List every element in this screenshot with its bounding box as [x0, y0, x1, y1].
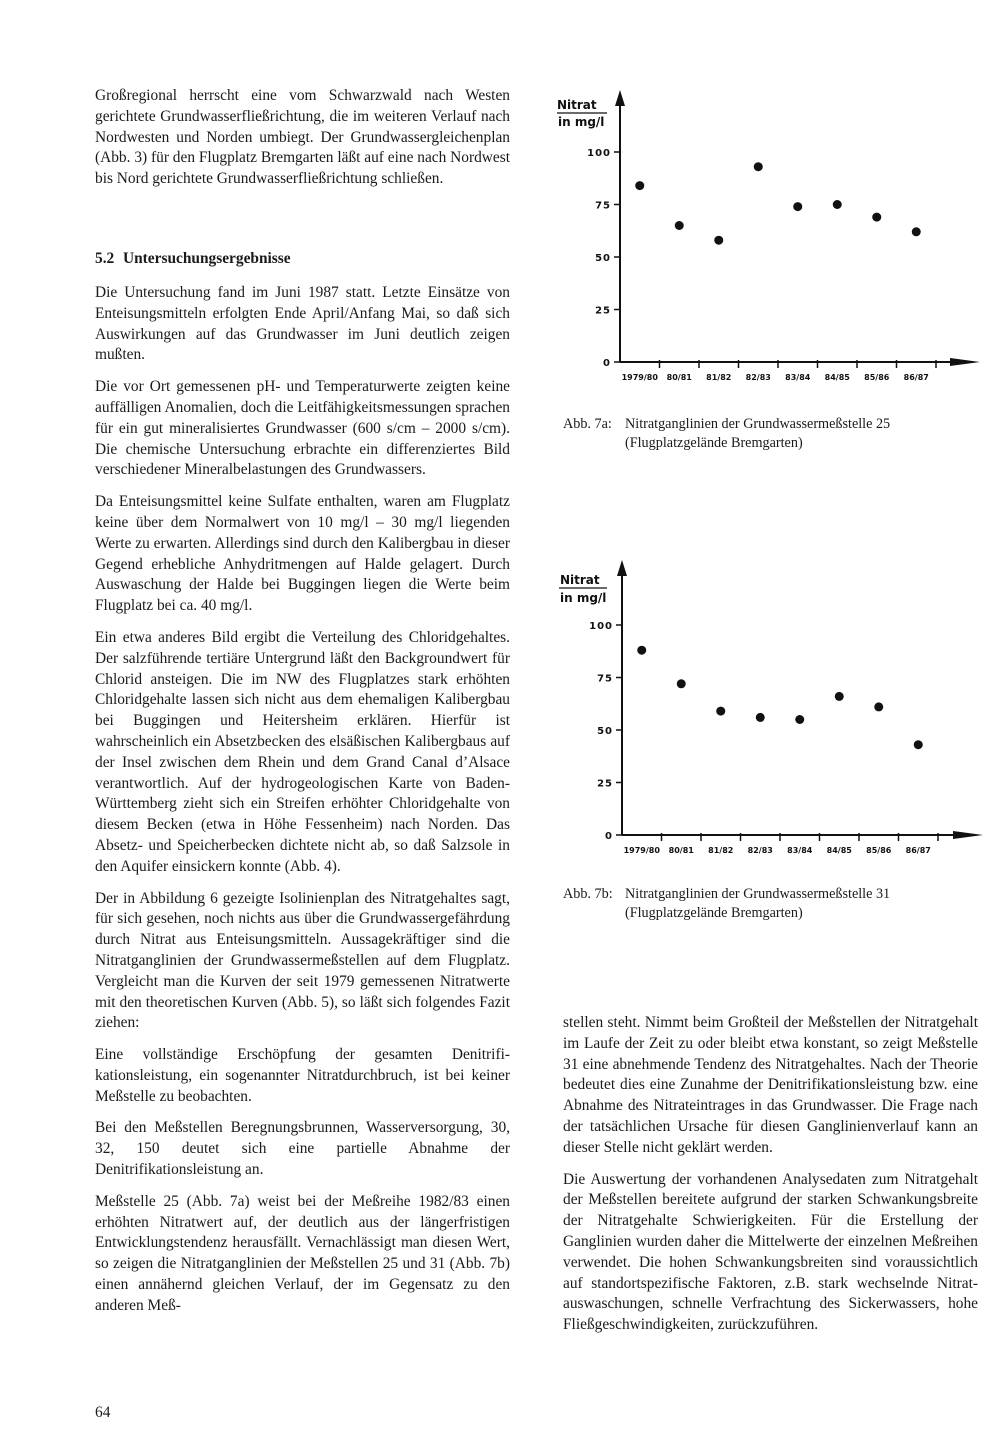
caption-label: Abb. 7a: [563, 416, 612, 432]
x-tick-label: 85/86 [864, 373, 890, 382]
chart-fig7a [545, 82, 985, 392]
y-tick-label: 0 [603, 358, 611, 369]
caption-line1: Nitratganglinien der Grundwassermeßstelle 25 [625, 416, 891, 432]
paragraph: stellen steht. Nimmt beim Großteil der Meßstellen der Nitratgehalt im Laufe der Zeit zu oder bleibt etwa konstant, so zeigt Meßstelle 31 eine abnehmende Tendenz des Nitratgehaltes. Nach der Theorie bedeutet dies eine Zunahme der Denitrifikationsleistung bzw. eine Abnahme des Nitrateintrages in das Grundwasser. Die Frage nach der tatsächlichen Ursache für diesen Ganglinienverlauf kann an dieser Stelle nicht geklärt werden. [563, 1014, 978, 1156]
paragraph: Die Untersuchung fand im Juni 1987 statt. Letzte Einsätze von Enteisungsmitteln erfolgten Ende April/Anfang Mai, so daß sich Auswirkungen auf das Grundwasser im Juni deutlich zeigen mußten. [95, 284, 510, 364]
caption-line2: (Flugplatzgelände Bremgarten) [625, 435, 803, 451]
paragraph: Eine vollständige Erschöpfung der gesamten Denitrifikationsleistung, ein sogenannter Nitratdurchbruch, ist bei keiner Meßstelle zu beobachten. [95, 1046, 510, 1105]
right-column-body [563, 1013, 978, 1347]
left-column [95, 86, 510, 201]
data-point [754, 162, 763, 171]
x-tick-label: 81/82 [708, 846, 734, 855]
data-point [912, 227, 921, 236]
x-tick-label: 83/84 [785, 373, 811, 382]
data-point [716, 707, 725, 716]
page-number: 64 [95, 1404, 111, 1421]
y-tick-label: 75 [597, 673, 613, 685]
data-point [714, 236, 723, 245]
x-tick-label: 86/87 [905, 846, 931, 855]
caption-line2: (Flugplatzgelände Bremgarten) [625, 905, 803, 921]
data-point [637, 646, 646, 655]
svg-text:Nitrat: Nitrat [560, 573, 600, 587]
y-tick-label: 0 [605, 831, 613, 842]
caption-line1: Nitratganglinien der Grundwassermeßstelle 31 [625, 886, 891, 902]
y-tick-label: 75 [595, 200, 611, 212]
x-tick-label: 1979/80 [623, 846, 660, 855]
x-tick-label: 85/86 [866, 846, 892, 855]
x-tick-label: 81/82 [706, 373, 732, 382]
x-tick-label: 86/87 [903, 373, 929, 382]
y-tick-label: 100 [587, 148, 611, 159]
paragraph: Ein etwa anderes Bild ergibt die Verteilung des Chloridgehaltes. Der salzführende tertiäre Untergrund läßt den Backgroundwert für Chlorid ansteigen. Die im NW des Flugplatzes stark erhöhten Chloridgehalte lassen sich nicht aus dem ehemaligen Kalibergbau bei Buggingen und Heitersheim erklären. Hierfür ist wahrscheinlich ein Absetzbecken des elsäßischen Kalibergbaus auf der Insel zwischen dem Rhein und dem Grand Canal d’Alsace verantwortlich. Auf der hydrogeologischen Karte von Baden-Württemberg zieht sich ein Streifen erhöhter Chloridgehalte von diesem Becken (etwa in Höhe Fessenheim) nach Norden. Das Absetz- und Speicherbecken dichtete nicht ab, so daß Salzsole in den Aquifer einsickern konnte (Abb. 4). [95, 628, 510, 875]
svg-text:in mg/l: in mg/l [558, 115, 605, 129]
data-point [756, 713, 765, 722]
y-tick-label: 50 [595, 253, 611, 264]
paragraph: Der in Abbildung 6 gezeigte Isolinienplan des Nitratgehaltes sagt, für sich gesehen, noch nichts aus über die Grundwassergefährdung durch Nitrat aus Enteisungsmitteln. Aussagekräftiger sind die Nitratganglinien der Grundwassermeßstellen auf dem Flugplatz. Vergleicht man die Kurven der seit 1979 gemessenen Nitratwerte mit den theoretischen Kurven (Abb. 5), so läßt sich folgendes Fazit ziehen: [95, 889, 510, 1032]
data-point [795, 715, 804, 724]
y-tick-label: 25 [595, 305, 611, 317]
data-point [635, 181, 644, 190]
figure-caption-7b [563, 885, 890, 923]
x-tick-label: 83/84 [787, 846, 813, 855]
x-tick-label: 80/81 [666, 373, 692, 382]
intro-paragraph: Großregional herrscht eine vom Schwarzwald nach Westen gerichtete Grundwasserfließrichtung, die im weiteren Verlauf nach Nordwesten und Norden umbiegt. Der Grundwassergleichenplan (Abb. 3) für den Flugplatz Bremgarten läßt auf eine nach Nordwest bis Nord gerichtete Grundwasserfließrichtung schließen. [95, 87, 510, 188]
paragraph: Bei den Meßstellen Beregnungsbrunnen, Wasserversorgung, 30, 32, 150 deutet sich eine partielle Abnahme der Denitrifikationsleistung an. [95, 1119, 510, 1179]
data-point [677, 679, 686, 688]
x-tick-label: 82/83 [745, 373, 771, 382]
svg-text:Nitrat: Nitrat [557, 98, 597, 112]
paragraph: Da Enteisungsmittel keine Sulfate enthalten, waren am Flugplatz keine über dem Normalwert von 10 mg/l – 30 mg/l liegenden Werte zu erwarten. Allerdings sind durch den Kalibergbau in dieser Gegend erhebliche Anhydritmengen auf Halde gelagert. Durch Auswaschung der Halde bei Buggingen liegen die Werte beim Flugplatz bei ca. 40 mg/l. [95, 493, 510, 615]
data-point [874, 702, 883, 711]
left-column-body [95, 283, 510, 1328]
data-point [793, 202, 802, 211]
section-title: Untersuchungsergebnisse [123, 250, 291, 267]
paragraph: Die vor Ort gemessenen pH- und Temperaturwerte zeigten keine auffälligen Anomalien, doch die Leitfähigkeitsmessungen sprachen für ein gut mineralisiertes Grundwasser (600 s/cm – 2000 s/cm). Die chemische Untersuchung erbrachte ein differenziertes Bild verschiedener Mineralbelastungen des Grundwassers. [95, 378, 510, 479]
y-axis-arrow-icon [617, 560, 627, 576]
x-axis-arrow-icon [950, 358, 980, 366]
y-axis-label [557, 98, 607, 129]
section-heading [95, 249, 291, 269]
x-tick-label: 82/83 [747, 846, 773, 855]
caption-label: Abb. 7b: [563, 886, 613, 902]
figure-caption-7a [563, 415, 890, 453]
data-point [914, 740, 923, 749]
y-axis-arrow-icon [615, 90, 625, 106]
data-point [872, 213, 881, 222]
x-tick-label: 80/81 [668, 846, 694, 855]
data-point [675, 221, 684, 230]
data-point [835, 692, 844, 701]
y-tick-label: 50 [597, 726, 613, 737]
svg-text:in mg/l: in mg/l [560, 591, 607, 605]
x-axis-arrow-icon [953, 831, 983, 839]
y-axis-label [559, 573, 607, 605]
x-tick-label: 1979/80 [621, 373, 658, 382]
x-tick-label: 84/85 [826, 846, 852, 855]
chart-fig7b [545, 555, 985, 865]
section-number: 5.2 [95, 250, 115, 267]
x-tick-label: 84/85 [824, 373, 850, 382]
y-tick-label: 100 [589, 621, 613, 632]
paragraph: Die Auswertung der vorhandenen Analysedaten zum Nitratgehalt der Meßstellen bereitete aufgrund der starken Schwankungsbreite der Nitratgehalte Schwierigkeiten. Für die Erstellung der Ganglinien wurden daher die Mittelwerte der einzelnen Meßreihen verwendet. Die hohen Schwankungsbreiten sind voraussichtlich auf standortspezifische Faktoren, z.B. stark wechselnde Nitratauswaschungen, schnelle Verfrachtung des Sickerwassers, hohe Fließgeschwindigkeiten, zurückzuführen. [563, 1170, 978, 1334]
data-point [833, 200, 842, 209]
y-tick-label: 25 [597, 778, 613, 790]
paragraph: Meßstelle 25 (Abb. 7a) weist bei der Meßreihe 1982/83 einen erhöhten Nitratwert auf, der deutlich aus der längerfristigen Entwicklungstendenz herausfällt. Vernachlässigt man diesen Wert, so zeigen die Nitratganglinien der Meßstellen 25 und 31 (Abb. 7b) einen annähernd gleichen Verlauf, der im Gegensatz zu den anderen Meß- [95, 1192, 510, 1314]
